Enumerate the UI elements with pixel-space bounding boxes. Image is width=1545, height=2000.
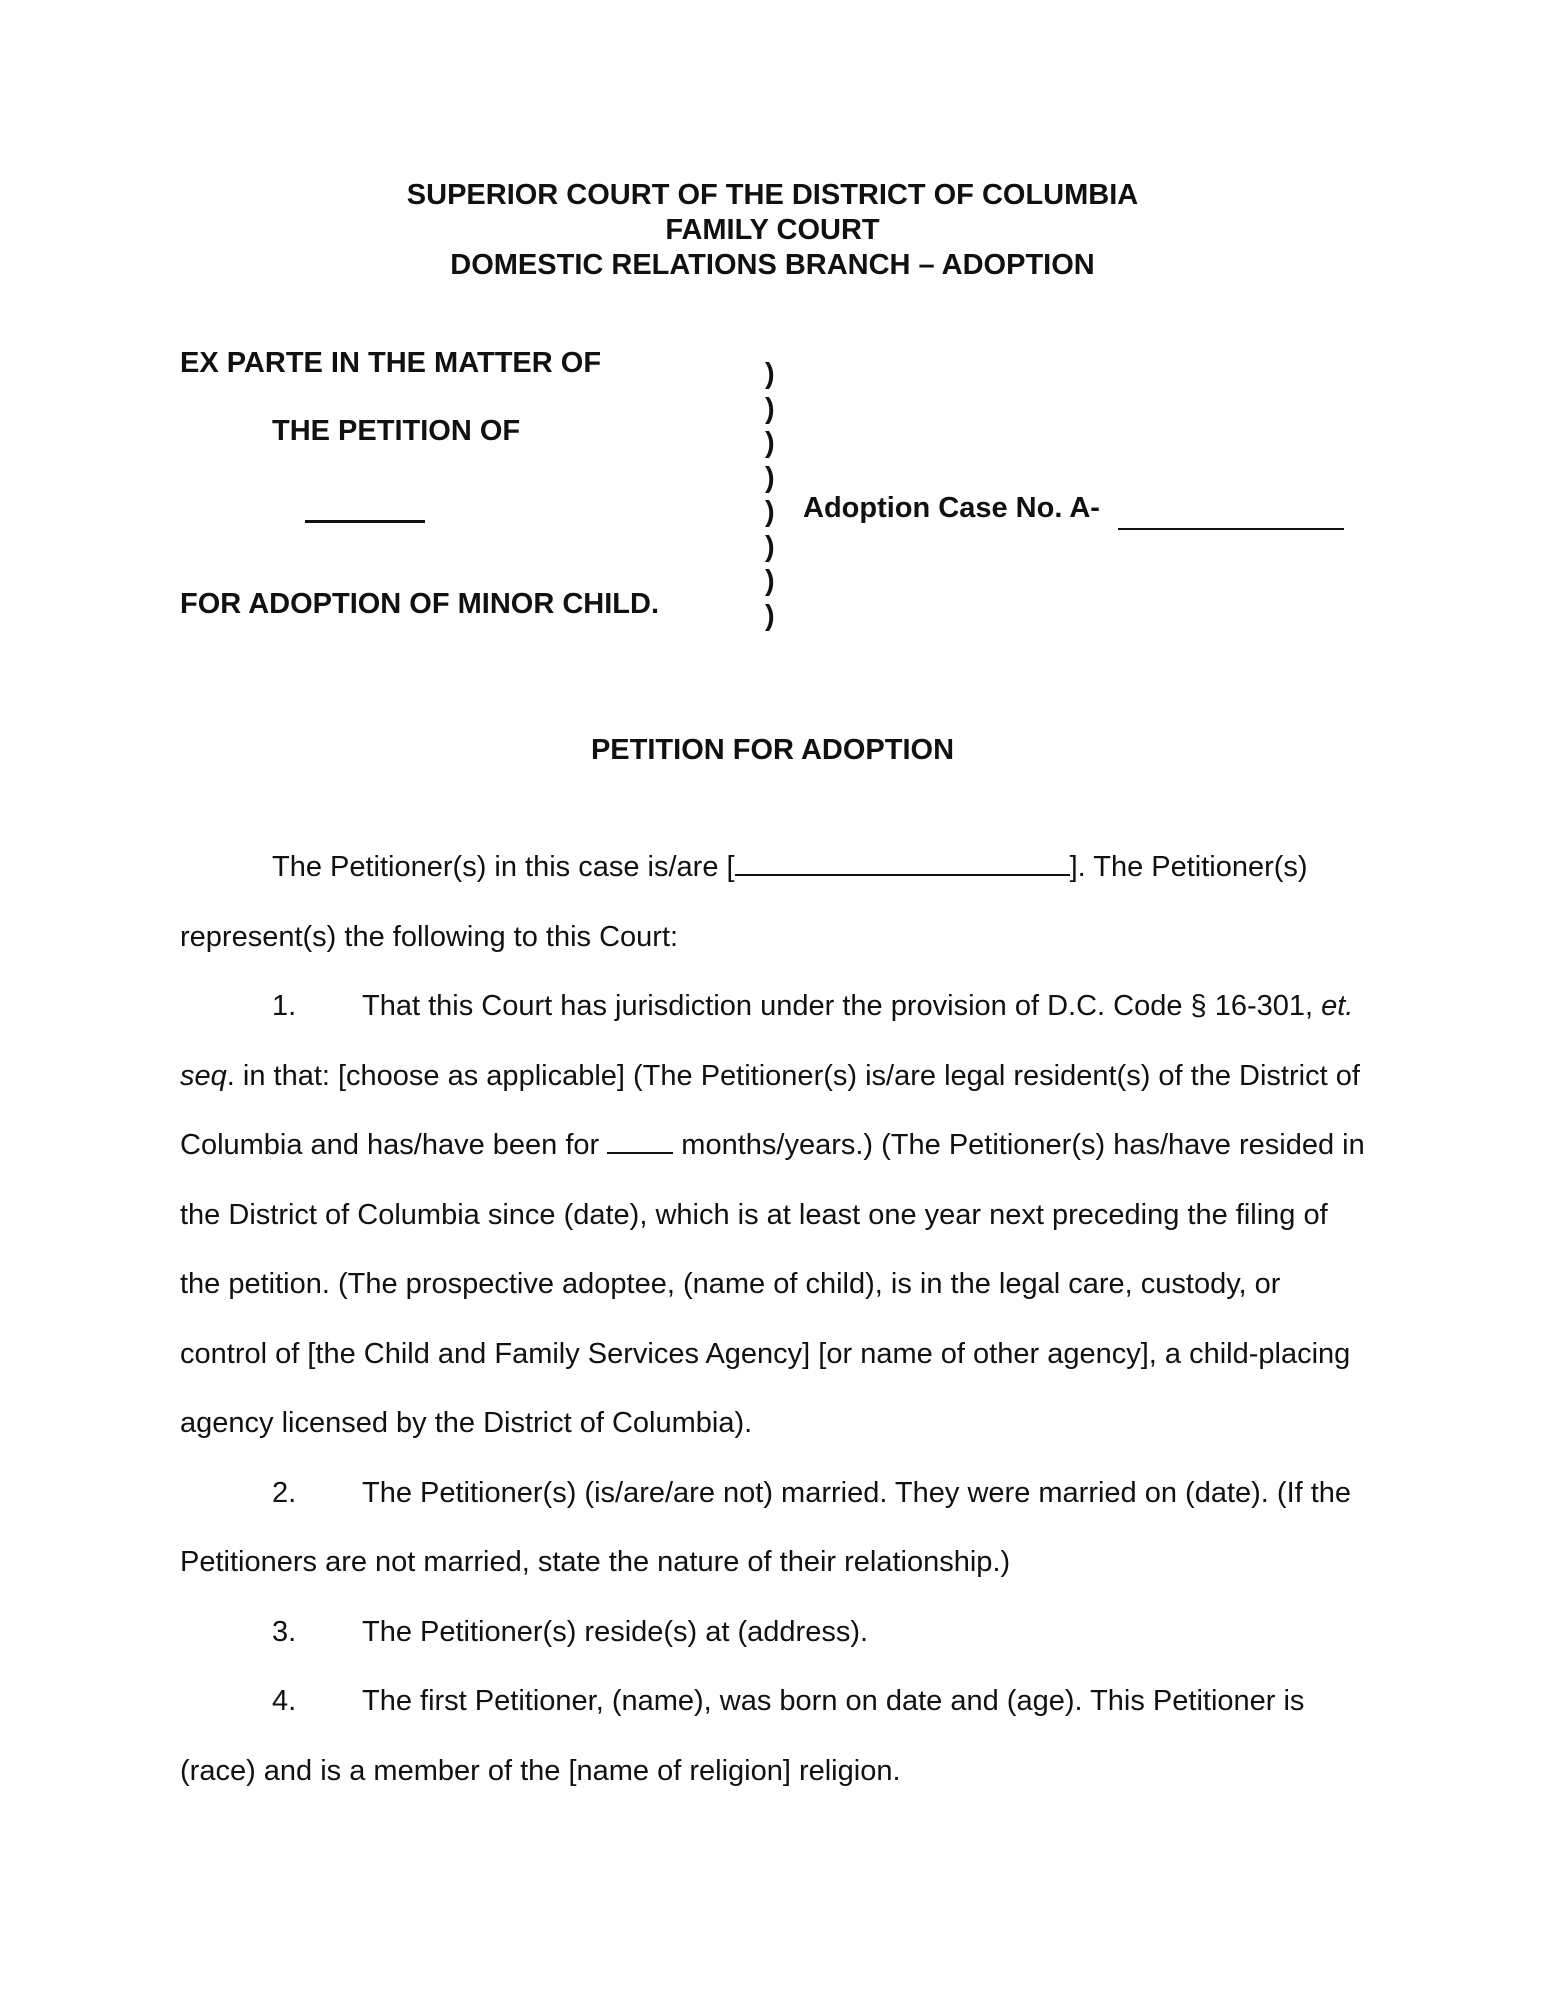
paragraph-text: That this Court has jurisdiction under the provision of D.C. Code § 16-301,: [362, 990, 1322, 1022]
paragraph-number: 4.: [272, 1685, 297, 1717]
paren: ): [765, 496, 775, 528]
caption-matter-of: EX PARTE IN THE MATTER OF: [180, 347, 602, 379]
intro-paragraph: [180, 833, 1370, 972]
court-name: SUPERIOR COURT OF THE DISTRICT OF COLUMBIA: [406, 179, 1139, 211]
paragraph-2: [180, 1459, 1370, 1598]
court-branch: DOMESTIC RELATIONS BRANCH – ADOPTION: [450, 249, 1095, 281]
petitioner-name-blank: [305, 520, 425, 523]
document-title: PETITION FOR ADOPTION: [590, 734, 955, 766]
paragraph-4: [180, 1667, 1370, 1806]
paragraph-number: 2.: [272, 1476, 297, 1509]
duration-blank: [607, 1128, 673, 1154]
paren: ): [765, 461, 775, 494]
intro-text-post: ]. The Petitioner(s) represent(s) the following to this Court:: [180, 851, 1308, 953]
paren: ): [765, 565, 775, 597]
paren: ): [765, 599, 775, 632]
paren: ): [765, 392, 775, 425]
paragraph-text: The Petitioner(s) reside(s) at (address).: [362, 1615, 869, 1648]
court-division: FAMILY COURT: [665, 214, 880, 246]
paragraph-number: 1.: [272, 990, 297, 1022]
caption-parentheses: [765, 357, 775, 633]
caption-petition-of: THE PETITION OF: [272, 415, 521, 447]
court-header: [0, 178, 1545, 283]
case-number-label: Adoption Case No. A-: [803, 492, 1100, 524]
caption-minor-child: FOR ADOPTION OF MINOR CHILD.: [180, 588, 660, 620]
petitioner-names-blank: [735, 850, 1070, 876]
case-number-blank: [1118, 528, 1344, 530]
paragraph-text: months/years.) (The Petitioner(s) has/have resided in the District of Columbia since (date), which is at least one year next preceding the filing of the petition. (The prospective adoptee, (name of child), is in the legal care, custody, or control of [the Child and Family Services Agency] [or name of other agency], a child-placing agency licensed by the District of Columbia).: [180, 1129, 1365, 1439]
paren: ): [765, 530, 775, 563]
petition-body: [180, 833, 1370, 1806]
paragraph-number: 3.: [272, 1615, 297, 1648]
paragraph-3: [180, 1598, 1370, 1668]
paren: ): [765, 358, 775, 390]
paragraph-emphasis: et. seq: [180, 990, 1354, 1092]
paren: ): [765, 427, 775, 459]
paragraph-text: The first Petitioner, (name), was born on date and (age). This Petitioner is (race) and is a member of the [name of religion] religion.: [180, 1685, 1305, 1787]
paragraph-1: [180, 972, 1370, 1459]
intro-text-pre: The Petitioner(s) in this case is/are [: [272, 851, 735, 883]
paragraph-text: . in that: [choose as applicable] (The Petitioner(s) is/are legal resident(s) of the District of Columbia and has/have been for: [180, 1059, 1360, 1161]
paragraph-text: The Petitioner(s) (is/are/are not) married. They were married on (date). (If the Petitioners are not married, state the nature of their relationship.): [180, 1476, 1352, 1578]
